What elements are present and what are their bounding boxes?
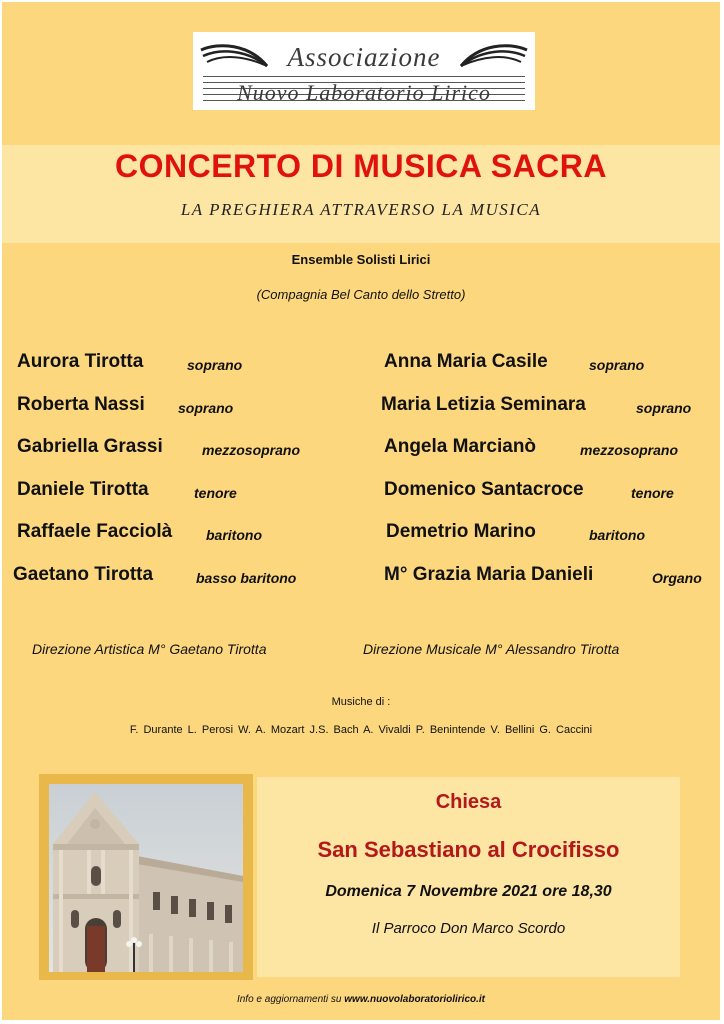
venue-name: San Sebastiano al Crocifisso	[317, 837, 620, 862]
performer-role: tenore	[631, 485, 674, 501]
church-photo	[49, 784, 243, 972]
performer-role: soprano	[187, 357, 243, 373]
performer-role: soprano	[636, 400, 692, 416]
performer-role: basso baritono	[196, 570, 297, 586]
logo-line-association: Associazione	[287, 42, 441, 72]
artistic-direction: Direzione Artistica M° Gaetano Tirotta	[32, 641, 267, 657]
footer-prefix: Info e aggiornamenti su	[236, 994, 345, 1005]
performer-name: M° Grazia Maria Danieli	[384, 564, 594, 585]
ensemble-name: Ensemble Solisti Lirici	[291, 252, 431, 267]
footer	[2, 994, 720, 1005]
performer-name: Gaetano Tirotta	[13, 564, 154, 585]
performer-role: Organo	[652, 570, 702, 586]
musical-direction: Direzione Musicale M° Alessandro Tirotta	[363, 641, 620, 657]
concert-title: CONCERTO DI MUSICA SACRA	[114, 148, 607, 184]
event-date: Domenica 7 Novembre 2021 ore 18,30	[325, 883, 612, 900]
poster	[2, 2, 720, 1020]
venue-box	[257, 777, 680, 977]
venue-type: Chiesa	[435, 791, 502, 813]
performer-role: soprano	[178, 400, 234, 416]
performer-role: soprano	[589, 357, 645, 373]
performer-name: Aurora Tirotta	[17, 351, 144, 372]
performer-name: Anna Maria Casile	[384, 351, 548, 372]
performer-role: baritono	[206, 527, 262, 543]
performer-name: Gabriella Grassi	[17, 436, 163, 457]
performer-role: mezzosoprano	[202, 442, 301, 458]
performer-name: Domenico Santacroce	[384, 479, 584, 500]
performer-name: Maria Letizia Seminara	[381, 394, 586, 415]
company-name: (Compagnia Bel Canto dello Stretto)	[256, 287, 466, 302]
performer-name: Raffaele Facciolà	[17, 521, 173, 542]
performer-name: Roberta Nassi	[17, 394, 145, 415]
association-logo	[193, 32, 535, 110]
website-link[interactable]: www.nuovolaboratoriolirico.it	[344, 994, 486, 1005]
performer-role: tenore	[194, 485, 237, 501]
composers-list: F. Durante L. Perosi W. A. Mozart J.S. Bach A. Vivaldi P. Benintende V. Bellini G. Caccini	[129, 724, 593, 736]
performer-name: Demetrio Marino	[386, 521, 536, 542]
logo-line-name: Nuovo Laboratorio Lirico	[237, 80, 491, 105]
performer-role: baritono	[589, 527, 645, 543]
performer-name: Daniele Tirotta	[17, 479, 149, 500]
concert-subtitle: LA PREGHIERA ATTRAVERSO LA MUSICA	[180, 200, 542, 219]
music-label: Musiche di :	[331, 696, 391, 708]
performer-role: mezzosoprano	[580, 442, 679, 458]
church-photo-frame	[39, 774, 253, 980]
performer-name: Angela Marcianò	[384, 436, 537, 457]
parish-priest: Il Parroco Don Marco Scordo	[371, 920, 566, 937]
